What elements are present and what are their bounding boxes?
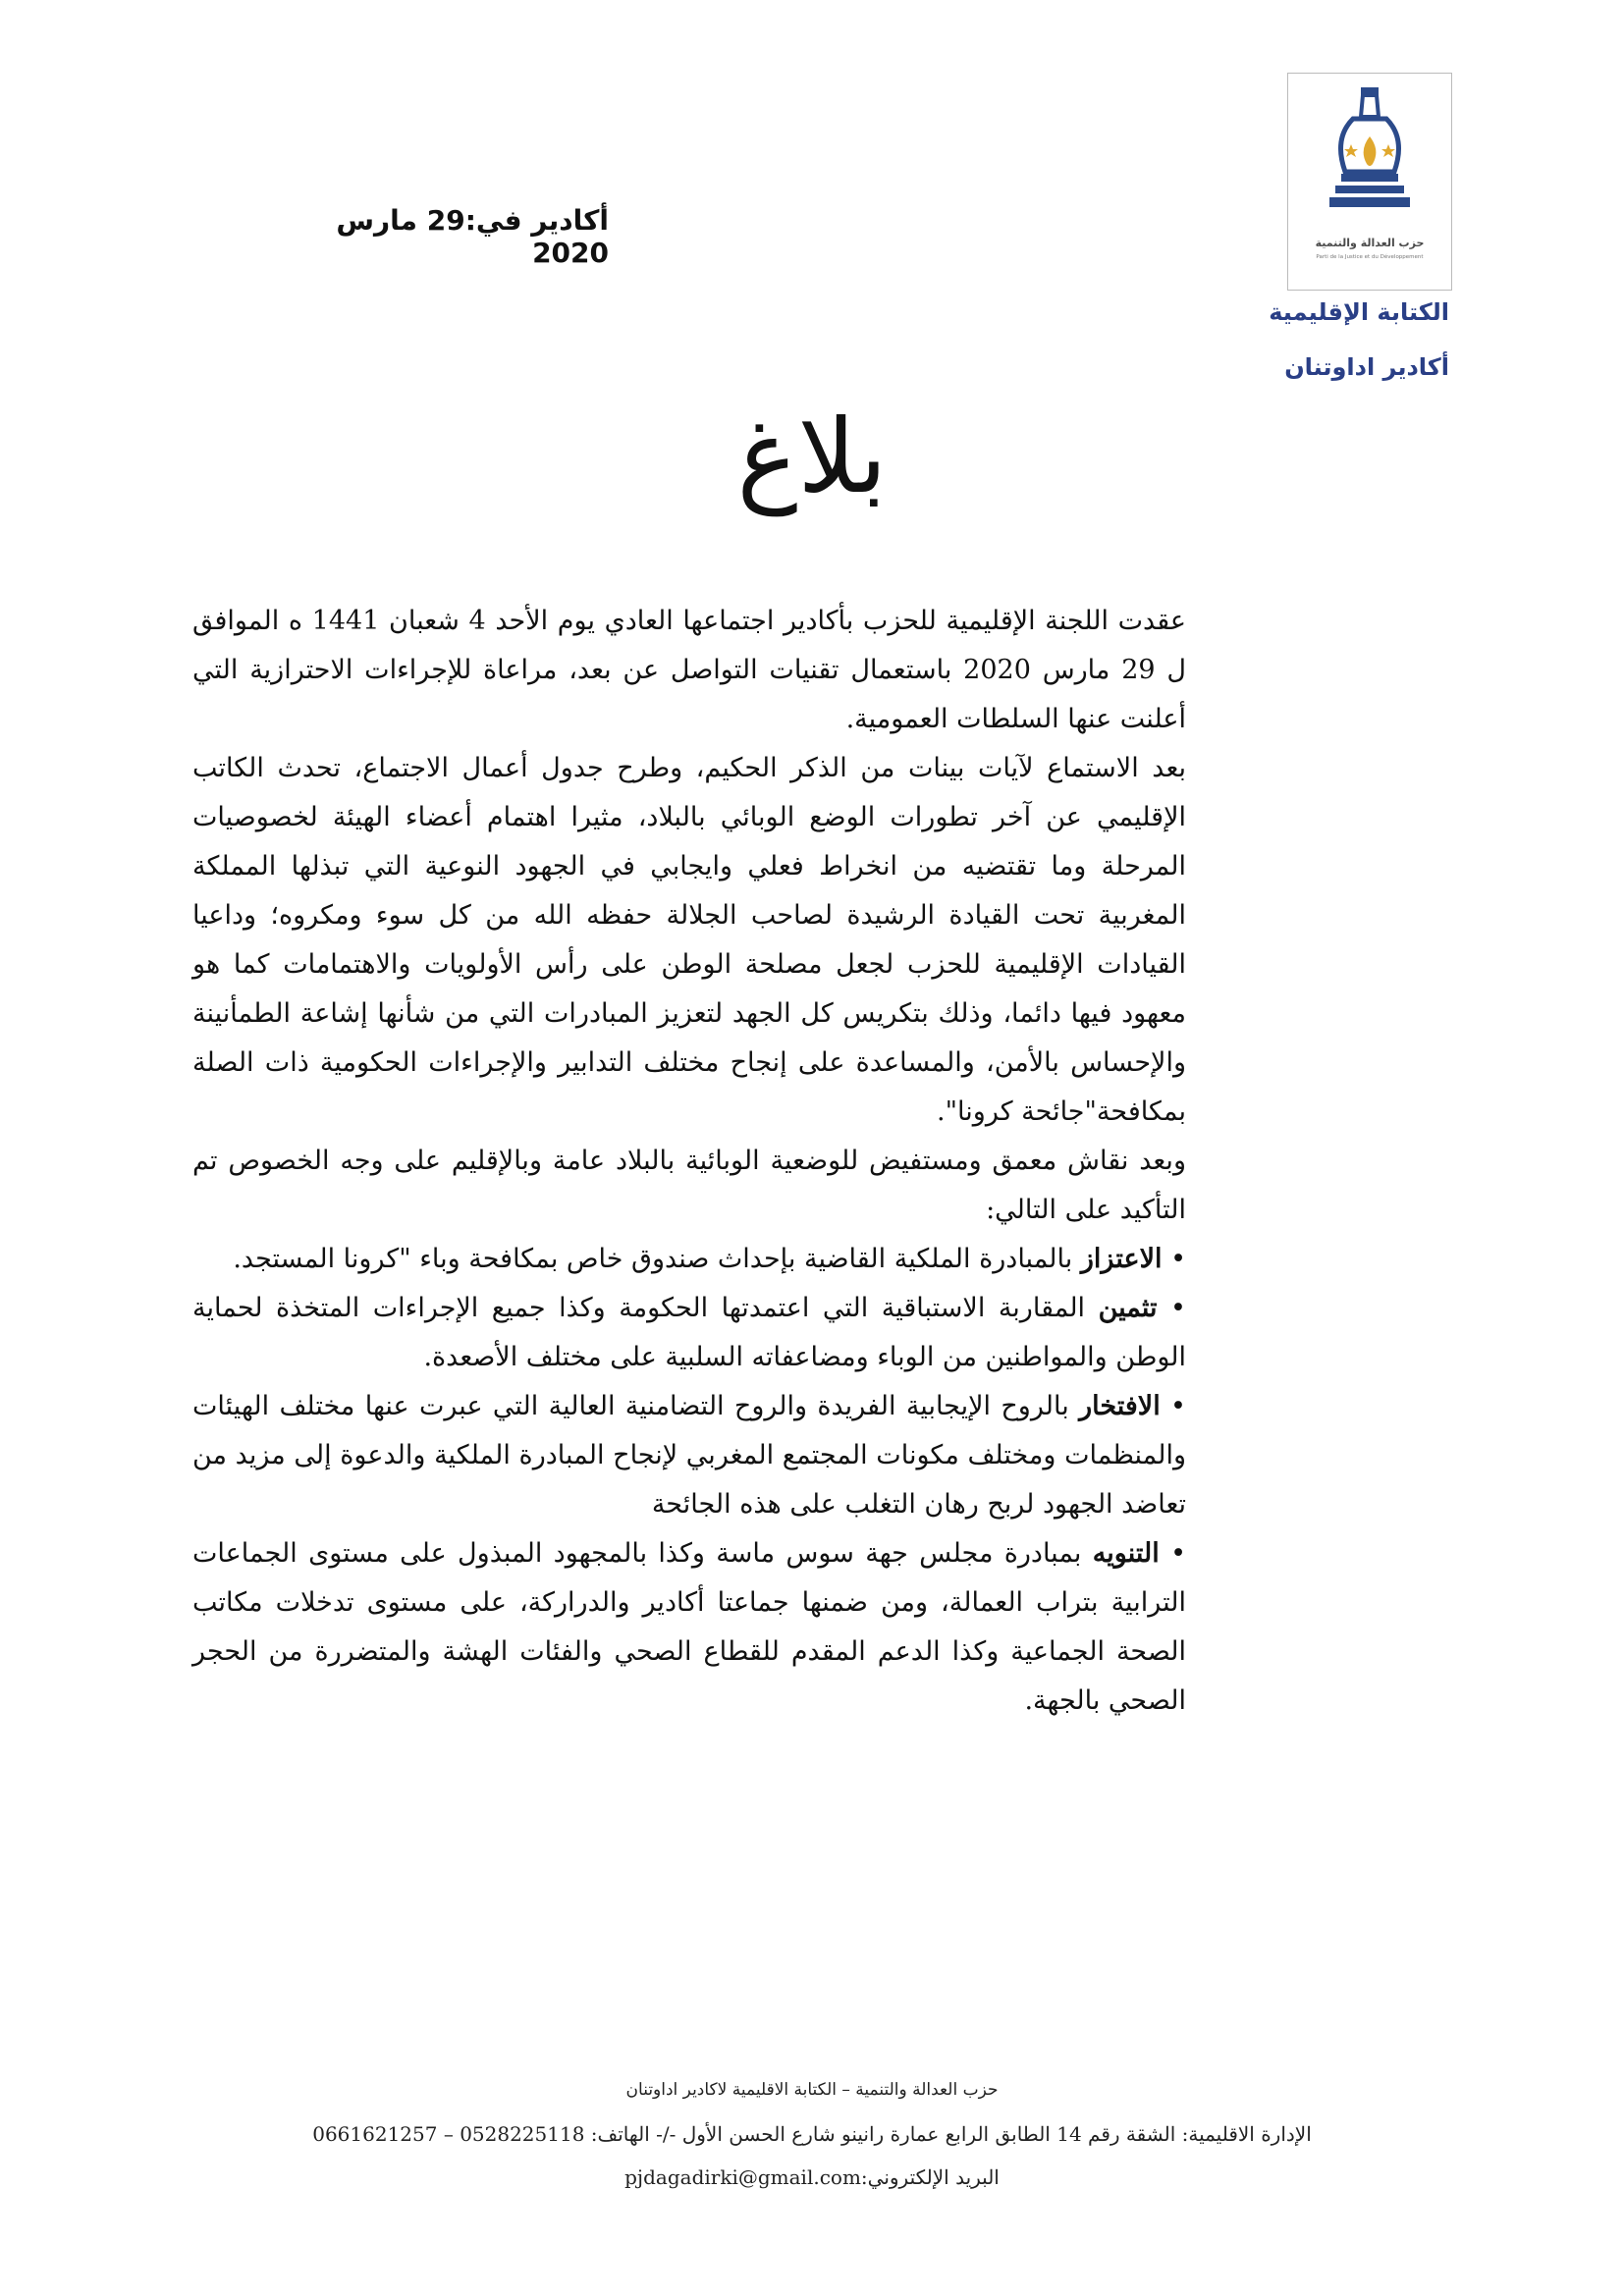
org-name-line2: أكادير اداوتنان <box>1284 353 1449 381</box>
footer-party-line: حزب العدالة والتنمية – الكتابة الاقليمية لاكادير اداوتنان <box>625 2080 999 2100</box>
bullet-text: بالروح الإيجابية الفريدة والروح التضامنية العالية التي عبرت عنها مختلف الهيئات والمنظمات ومختلف مكونات المجتمع المغربي لإنجاح المبادرة الملكية والدعوة إلى مزيد من تعاضد الجهود لربح رهان التغلب على هذه الجائحة <box>192 1391 1186 1520</box>
bullet-keyword: الافتخار <box>1079 1391 1161 1421</box>
bullet-keyword: التنويه <box>1092 1538 1160 1569</box>
document-date: أكادير في:29 مارس 2020 <box>336 204 609 269</box>
bullet-text: بالمبادرة الملكية القاضية بإحداث صندوق خاص بمكافحة وباء "كرونا المستجد. <box>233 1244 1073 1274</box>
bullet-text: المقاربة الاستباقية التي اعتمدتها الحكومة وكذا جميع الإجراءات المتخذة لحماية الوطن والمواطنين من الوباء ومضاعفاته السلبية على مختلف الأصعدة. <box>192 1293 1186 1372</box>
bullet-item-1: • الاعتزاز بالمبادرة الملكية القاضية بإحداث صندوق خاص بمكافحة وباء "كرونا المستجد. <box>233 1244 1186 1274</box>
bullet-keyword: تثمين <box>1098 1293 1158 1323</box>
footer-email-line: البريد الإلكتروني:pjdagadirki@gmail.com <box>624 2165 1000 2189</box>
lamp-icon <box>1296 81 1443 229</box>
bullet-item-4: • التنويه بمبادرة مجلس جهة سوس ماسة وكذا بالمجهود المبذول على مستوى الجماعات الترابية بتراب العمالة، ومن ضمنها جماعتا أكادير والدراركة، على مستوى تدخلات مكاتب الصحة الجماعية وكذا الدعم المقدم للقطاع الصحي والفئات الهشة والمتضررة من الحجر الصحي بالجهة. <box>192 1538 1186 1716</box>
org-name-line1: الكتابة الإقليمية <box>1269 298 1449 326</box>
footer-address-line: الإدارة الاقليمية: الشقة رقم 14 الطابق الرابع عمارة رانينو شارع الحسن الأول -/- الهاتف: 0528225118 – 0661621257 <box>312 2122 1312 2146</box>
party-logo <box>1287 73 1452 291</box>
logo-text-french: Parti de la Justice et du Développement <box>1316 254 1424 260</box>
paragraph-1: عقدت اللجنة الإقليمية للحزب بأكادير اجتماعها العادي يوم الأحد 4 شعبان 1441 ه الموافق ل 29 مارس 2020 باستعمال تقنيات التواصل عن بعد، مراعاة للإجراءات الاحترازية التي أعلنت عنها السلطات العمومية. <box>192 606 1186 734</box>
bullet-text: بمبادرة مجلس جهة سوس ماسة وكذا بالمجهود المبذول على مستوى الجماعات الترابية بتراب العمالة، ومن ضمنها جماعتا أكادير والدراركة، على مستوى تدخلات مكاتب الصحة الجماعية وكذا الدعم المقدم للقطاع الصحي والفئات الهشة والمتضررة من الحجر الصحي بالجهة. <box>192 1538 1186 1716</box>
bullet-item-2: • تثمين المقاربة الاستباقية التي اعتمدتها الحكومة وكذا جميع الإجراءات المتخذة لحماية الوطن والمواطنين من الوباء ومضاعفاته السلبية على مختلف الأصعدة. <box>192 1293 1186 1372</box>
paragraph-2: بعد الاستماع لآيات بينات من الذكر الحكيم، وطرح جدول أعمال الاجتماع، تحدث الكاتب الإقليمي عن آخر تطورات الوضع الوبائي بالبلاد، مثيرا اهتمام أعضاء الهيئة لخصوصيات المرحلة وما تقتضيه من انخراط فعلي وايجابي في الجهود النوعية التي تبذلها المملكة المغربية تحت القيادة الرشيدة لصاحب الجلالة حفظه الله من كل سوء ومكروه؛ وداعيا القيادات الإقليمية للحزب لجعل مصلحة الوطن على رأس الأولويات والاهتمامات كما هو معهود فيها دائما، وذلك بتكريس كل الجهد لتعزيز المبادرات التي من شأنها إشاعة الطمأنينة والإحساس بالأمن، والمساعدة على إنجاح مختلف التدابير والإجراءات الحكومية ذات الصلة بمكافحة"جائحة كرونا". <box>192 753 1186 1127</box>
document-footer <box>223 2075 1401 2195</box>
document-body <box>192 597 1186 1726</box>
paragraph-3: وبعد نقاش معمق ومستفيض للوضعية الوبائية بالبلاد عامة وبالإقليم على وجه الخصوص تم التأكيد على التالي: <box>192 1146 1186 1225</box>
bullet-keyword: الاعتزاز <box>1080 1244 1163 1274</box>
document-title: بلاغ <box>736 397 888 516</box>
logo-text-arabic: حزب العدالة والتنمية <box>1315 237 1425 249</box>
bullet-item-3: • الافتخار بالروح الإيجابية الفريدة والروح التضامنية العالية التي عبرت عنها مختلف الهيئات والمنظمات ومختلف مكونات المجتمع المغربي لإنجاح المبادرة الملكية والدعوة إلى مزيد من تعاضد الجهود لربح رهان التغلب على هذه الجائحة <box>192 1391 1186 1520</box>
